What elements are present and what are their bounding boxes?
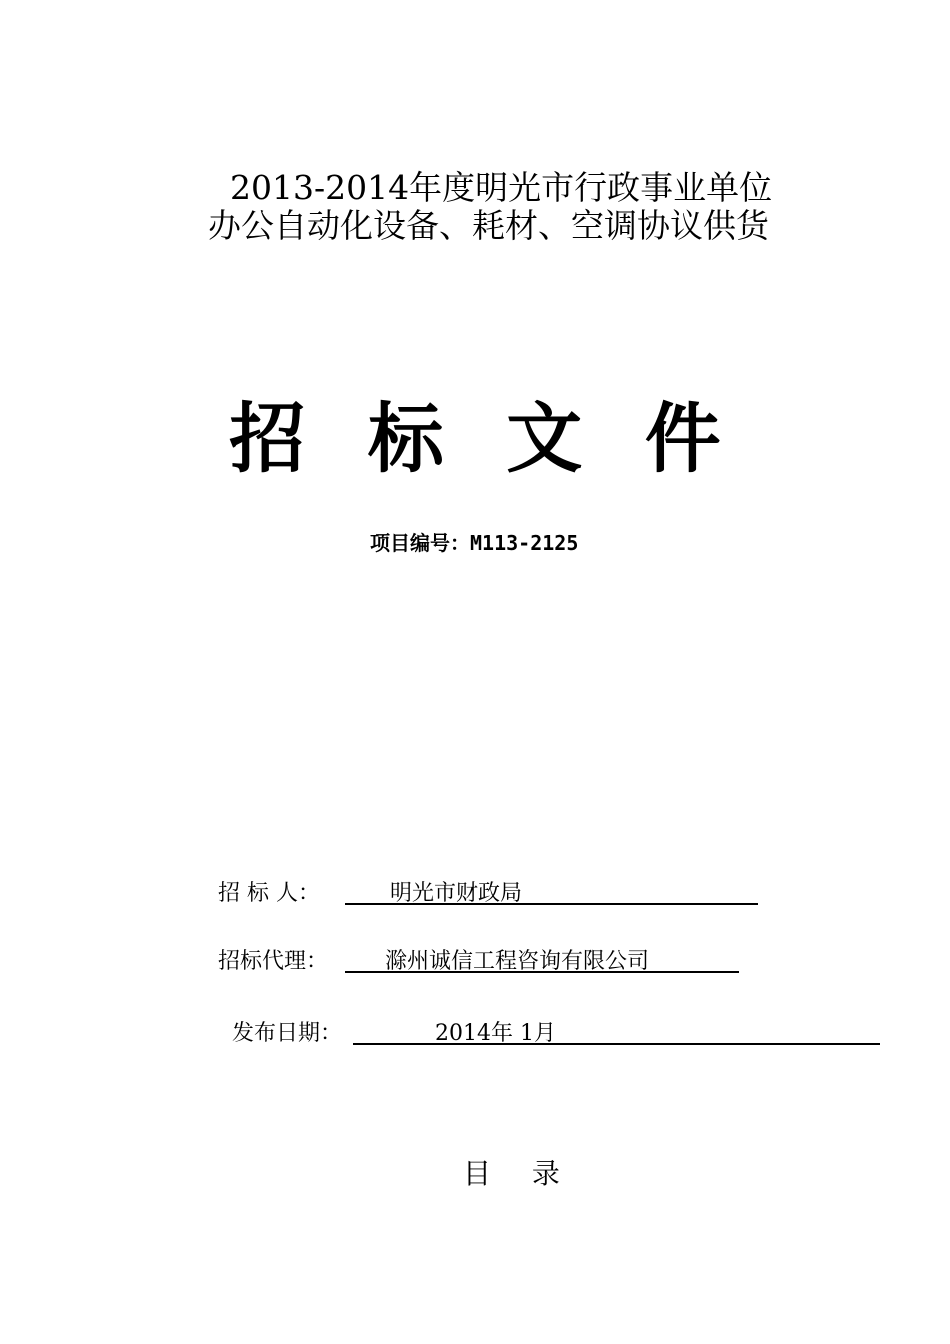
document-type-heading <box>0 378 950 487</box>
date-label: 发布日期： <box>232 1021 343 1046</box>
toc-char: 录 <box>531 1157 560 1190</box>
doc-type-char: 标 <box>367 394 444 483</box>
project-number: 项目编号：M113-2125 <box>370 531 579 555</box>
date-value: 2014年 1月 <box>435 1021 556 1046</box>
bidder-label: 招 标 人： <box>218 881 320 906</box>
toc-char: 目 <box>463 1157 492 1190</box>
doc-type-char: 件 <box>644 394 721 483</box>
document-title-line-1: 2013-2014年度明光市行政事业单位 <box>230 168 773 207</box>
doc-type-char: 招 <box>229 394 306 483</box>
agent-label: 招标代理： <box>218 949 329 974</box>
table-of-contents-heading <box>463 1152 592 1192</box>
date-row <box>0 1016 950 1052</box>
bidder-value: 明光市财政局 <box>390 881 523 906</box>
date-underline <box>353 1043 880 1045</box>
agent-row <box>0 944 950 980</box>
doc-type-char: 文 <box>506 394 583 483</box>
document-title-line-2: 办公自动化设备、耗材、空调协议供货 <box>208 206 769 245</box>
agent-value: 滁州诚信工程咨询有限公司 <box>385 949 650 974</box>
bidder-row <box>0 876 950 912</box>
